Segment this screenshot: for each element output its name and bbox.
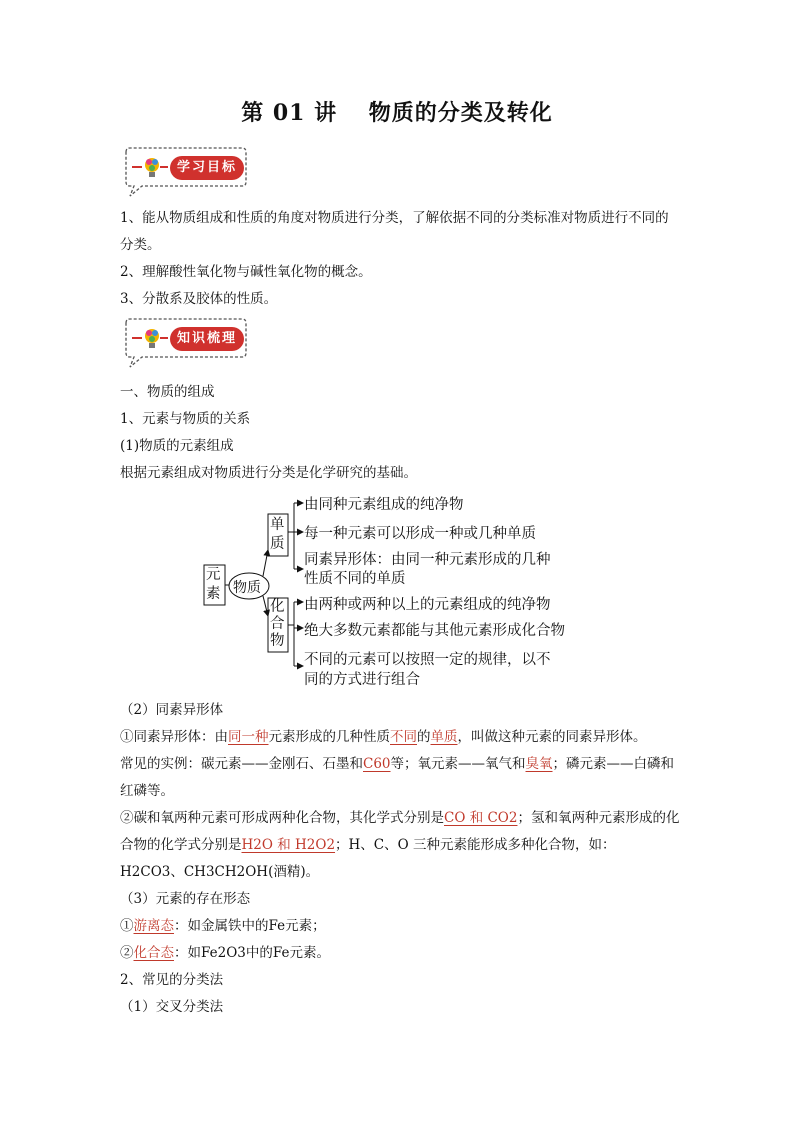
- subsection-heading: （1）交叉分类法: [120, 999, 224, 1015]
- diagram-matter-label: 物质: [233, 580, 261, 596]
- section-heading: 一、物质的组成: [120, 384, 215, 400]
- subsection-heading: (1)物质的元素组成: [120, 438, 234, 454]
- goal-item: 2、理解酸性氧化物与碱性氧化物的概念。: [120, 264, 372, 280]
- page-title: 第 01 讲 物质的分类及转化: [241, 100, 553, 126]
- blank-answer: 同一种: [228, 729, 269, 745]
- text-run: 元素形成的几种性质: [268, 729, 390, 745]
- blank-answer: CO 和 CO2: [444, 810, 518, 826]
- free-state-line: [120, 913, 680, 940]
- combined-state-line: [120, 940, 680, 967]
- blank-answer: 不同: [390, 729, 417, 745]
- text-run: 的: [417, 729, 431, 745]
- diagram-compound-label: 化合物: [270, 599, 285, 649]
- diagram-element-label: 元素: [206, 567, 221, 602]
- blank-answer: 臭氧: [525, 756, 553, 772]
- diagram-compound-item: 同的方式进行组合: [304, 672, 420, 688]
- blank-answer: 单质: [430, 729, 458, 745]
- diagram-simple-item: 每一种元素可以形成一种或几种单质: [304, 526, 536, 542]
- text-run: ；H、C、O 三种元素能形成多种化合物，如：: [335, 837, 616, 853]
- blank-answer: C60: [363, 756, 391, 772]
- knowledge-badge-label: 知识梳理: [170, 327, 244, 351]
- blank-answer: 化合态: [133, 945, 174, 961]
- subsection-heading: 1、元素与物质的关系: [120, 411, 251, 427]
- subsection-heading: （2）同素异形体: [120, 702, 224, 718]
- knowledge-badge: [120, 317, 248, 367]
- diagram-compound-item: 不同的元素可以按照一定的规律，以不: [304, 652, 551, 668]
- goals-badge: [120, 146, 248, 196]
- text-run: ：如Fe2O3中的Fe元素。: [174, 945, 330, 961]
- goal-item: 1、能从物质组成和性质的角度对物质进行分类，了解依据不同的分类标准对物质进行不同的分类。: [120, 210, 669, 253]
- compound-examples: H2CO3、CH3CH2OH(酒精)。: [120, 864, 320, 880]
- text-run: 常见的实例：碳元素——金刚石、石墨和: [120, 756, 363, 772]
- diagram-simple-item: 性质不同的单质: [304, 571, 406, 587]
- intro-paragraph: 根据元素组成对物质进行分类是化学研究的基础。: [120, 465, 417, 481]
- section-heading: 2、常见的分类法: [120, 972, 224, 988]
- allotrope-definition: [120, 724, 680, 751]
- diagram-compound-item: 绝大多数元素都能与其他元素形成化合物: [304, 623, 565, 639]
- text-run: ①: [120, 918, 134, 934]
- subsection-heading: （3）元素的存在形态: [120, 891, 251, 907]
- blank-answer: 游离态: [133, 918, 174, 934]
- goals-badge-label: 学习目标: [170, 156, 244, 180]
- diagram-simple-item: 由同种元素组成的纯净物: [304, 497, 464, 513]
- element-matter-diagram: [200, 490, 620, 688]
- text-run: ，叫做这种元素的同素异形体。: [457, 729, 647, 745]
- goal-item: 3、分散系及胶体的性质。: [120, 291, 278, 307]
- text-run: ；氢和氧两种元素形成的化合物的化学式分别是: [120, 810, 680, 853]
- text-run: ①同素异形体：由: [120, 729, 228, 745]
- diagram-simple-label: 单质: [270, 517, 285, 552]
- diagram-simple-item: 同素异形体：由同一种元素形成的几种: [304, 552, 551, 568]
- text-run: ；磷元素——白磷和红磷等。: [120, 756, 675, 799]
- allotrope-examples: [120, 751, 680, 805]
- text-run: 等；氧元素——氧气和: [390, 756, 526, 772]
- text-run: ②碳和氧两种元素可形成两种化合物，其化学式分别是: [120, 810, 444, 826]
- text-run: ：如金属铁中的Fe元素；: [174, 918, 326, 934]
- blank-answer: H2O 和 H2O2: [241, 837, 336, 853]
- text-run: ②: [120, 945, 134, 961]
- compound-formulas: [120, 805, 680, 859]
- diagram-compound-item: 由两种或两种以上的元素组成的纯净物: [304, 597, 551, 613]
